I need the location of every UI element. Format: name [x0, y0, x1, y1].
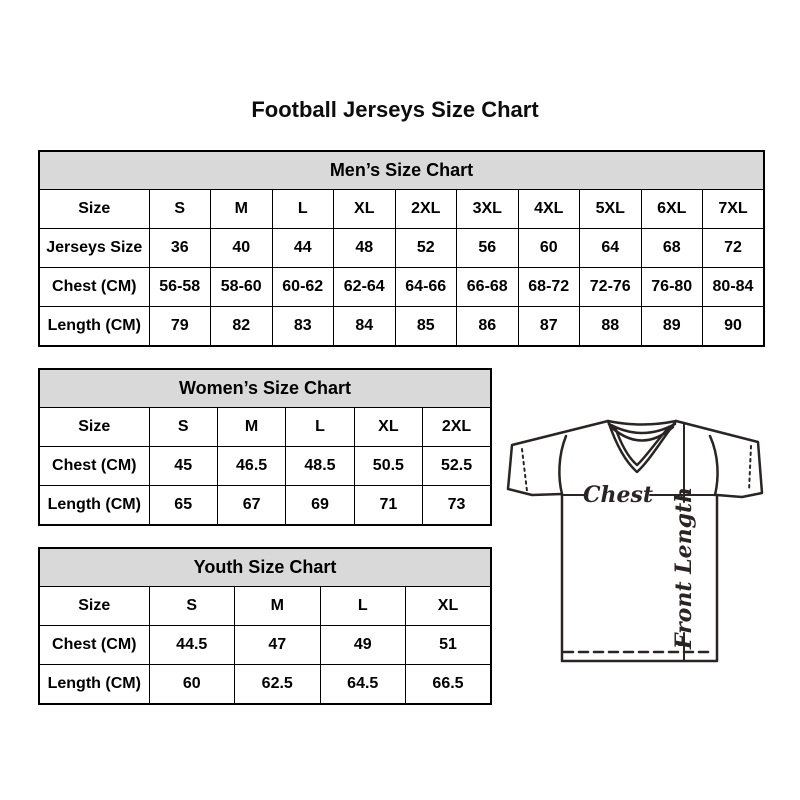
jersey-diagram-svg	[500, 400, 780, 670]
table-title-row	[39, 151, 764, 190]
left-cuff-stitch	[522, 449, 527, 491]
table-title: Women’s Size Chart	[39, 369, 491, 408]
size-cell: 72	[703, 229, 765, 268]
column-header: M	[217, 408, 285, 447]
size-cell: 48	[334, 229, 396, 268]
womens-size-table	[38, 368, 492, 526]
row-label: Size	[39, 408, 149, 447]
left-armpit-seam	[559, 436, 566, 494]
table-row	[39, 307, 764, 347]
row-label: Size	[39, 587, 149, 626]
column-header: 4XL	[518, 190, 580, 229]
jersey-outline	[508, 421, 762, 661]
table-row	[39, 229, 764, 268]
column-header: 7XL	[703, 190, 765, 229]
size-cell: 62-64	[334, 268, 396, 307]
table-row	[39, 447, 491, 486]
front-length-label: Front Length	[671, 486, 697, 650]
size-cell: 87	[518, 307, 580, 347]
size-cell: 69	[286, 486, 354, 526]
size-cell: 68-72	[518, 268, 580, 307]
table-title: Men’s Size Chart	[39, 151, 764, 190]
column-header: 2XL	[395, 190, 457, 229]
column-header: S	[149, 587, 235, 626]
table-row	[39, 587, 491, 626]
row-label: Length (CM)	[39, 665, 149, 705]
size-cell: 76-80	[641, 268, 703, 307]
column-header: L	[286, 408, 354, 447]
size-cell: 64.5	[320, 665, 406, 705]
size-cell: 60-62	[272, 268, 334, 307]
table-row	[39, 486, 491, 526]
size-cell: 62.5	[235, 665, 321, 705]
size-cell: 90	[703, 307, 765, 347]
size-cell: 60	[518, 229, 580, 268]
size-cell: 64	[580, 229, 642, 268]
size-cell: 84	[334, 307, 396, 347]
size-cell: 52	[395, 229, 457, 268]
size-cell: 56	[457, 229, 519, 268]
size-cell: 79	[149, 307, 211, 347]
column-header: M	[211, 190, 273, 229]
size-cell: 48.5	[286, 447, 354, 486]
row-label: Chest (CM)	[39, 626, 149, 665]
size-cell: 80-84	[703, 268, 765, 307]
table-row	[39, 665, 491, 705]
table-row	[39, 268, 764, 307]
chest-label: Chest	[582, 482, 654, 508]
size-cell: 83	[272, 307, 334, 347]
column-header: L	[272, 190, 334, 229]
page-title: Football Jerseys Size Chart	[251, 97, 539, 122]
column-header: M	[235, 587, 321, 626]
jersey-measurement-diagram	[500, 400, 780, 670]
size-cell: 73	[423, 486, 491, 526]
row-label: Length (CM)	[39, 307, 149, 347]
column-header: S	[149, 408, 217, 447]
right-armpit-seam	[710, 436, 718, 495]
size-cell: 85	[395, 307, 457, 347]
size-cell: 64-66	[395, 268, 457, 307]
size-cell: 71	[354, 486, 422, 526]
size-cell: 82	[211, 307, 273, 347]
size-cell: 44	[272, 229, 334, 268]
table-row	[39, 626, 491, 665]
size-cell: 50.5	[354, 447, 422, 486]
size-cell: 45	[149, 447, 217, 486]
column-header: 6XL	[641, 190, 703, 229]
column-header: L	[320, 587, 406, 626]
table-title-row	[39, 369, 491, 408]
size-cell: 88	[580, 307, 642, 347]
row-label: Chest (CM)	[39, 268, 149, 307]
size-cell: 66.5	[406, 665, 492, 705]
size-cell: 86	[457, 307, 519, 347]
size-cell: 65	[149, 486, 217, 526]
size-cell: 89	[641, 307, 703, 347]
row-label: Length (CM)	[39, 486, 149, 526]
size-cell: 36	[149, 229, 211, 268]
column-header: 3XL	[457, 190, 519, 229]
size-cell: 67	[217, 486, 285, 526]
row-label: Jerseys Size	[39, 229, 149, 268]
row-label: Size	[39, 190, 149, 229]
table-title-row	[39, 548, 491, 587]
youth-size-table	[38, 547, 492, 705]
column-header: XL	[334, 190, 396, 229]
column-header: XL	[406, 587, 492, 626]
size-cell: 56-58	[149, 268, 211, 307]
collar-top-edge	[608, 421, 676, 425]
table-row	[39, 408, 491, 447]
size-cell: 40	[211, 229, 273, 268]
size-cell: 72-76	[580, 268, 642, 307]
size-cell: 44.5	[149, 626, 235, 665]
column-header: 5XL	[580, 190, 642, 229]
row-label: Chest (CM)	[39, 447, 149, 486]
size-cell: 60	[149, 665, 235, 705]
size-cell: 49	[320, 626, 406, 665]
column-header: 2XL	[423, 408, 491, 447]
right-cuff-stitch	[749, 446, 751, 491]
size-cell: 66-68	[457, 268, 519, 307]
size-cell: 58-60	[211, 268, 273, 307]
size-cell: 47	[235, 626, 321, 665]
size-cell: 52.5	[423, 447, 491, 486]
size-cell: 46.5	[217, 447, 285, 486]
size-cell: 51	[406, 626, 492, 665]
size-cell: 68	[641, 229, 703, 268]
column-header: S	[149, 190, 211, 229]
table-row	[39, 190, 764, 229]
column-header: XL	[354, 408, 422, 447]
mens-size-table	[38, 150, 765, 347]
table-title: Youth Size Chart	[39, 548, 491, 587]
